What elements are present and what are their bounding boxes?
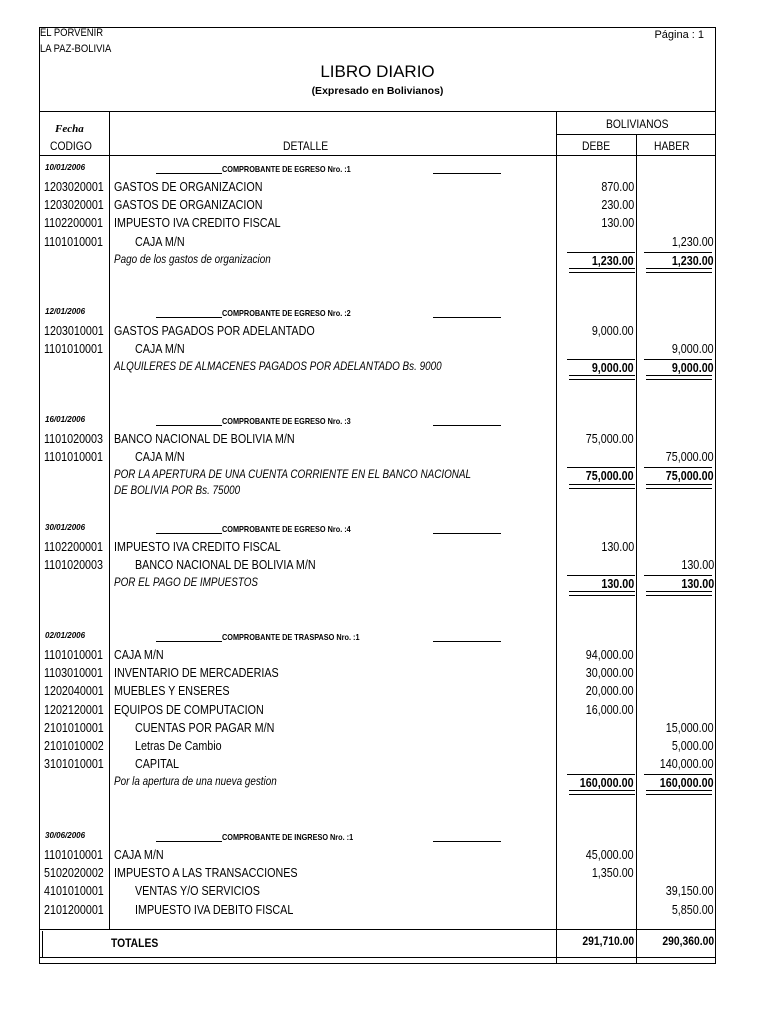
voucher-rule-right [433,841,501,842]
voucher-title: COMPROBANTE DE INGRESO Nro. :1 [222,832,354,842]
account-code: 1202120001 [44,702,104,717]
account-code: 1101020003 [44,558,103,573]
voucher-rule-right [433,317,501,318]
report-subtitle: (Expresado en Bolivianos) [311,85,444,97]
account-name: CAJA M/N [114,848,164,862]
account-code: 1101010001 [44,234,103,249]
subtotal-debe: 1,230.00 [592,253,634,268]
account-code: 4101010001 [44,884,104,899]
subtotal-rule-debe [567,252,635,253]
debe-amount: 130.00 [601,540,634,554]
haber-amount: 75,000.00 [666,450,714,465]
subtotal-debe: 75,000.00 [586,469,634,484]
subtotal-debe: 130.00 [601,577,634,592]
debe-amount: 30,000.00 [586,666,634,681]
totals-debe: 291,710.00 [582,934,634,948]
page-bottom-line [39,963,716,964]
voucher-rule-right [433,173,501,174]
subtotal-double-rule-haber [646,790,712,795]
account-code: 2101010002 [44,739,104,753]
entry-gloss: Pago de los gastos de organizacion [114,253,271,266]
voucher-title: COMPROBANTE DE EGRESO Nro. :4 [222,524,351,534]
subtotal-rule-haber [644,359,712,360]
subtotal-double-rule-haber [646,268,712,273]
account-name: CUENTAS POR PAGAR M/N [135,720,275,735]
haber-amount: 15,000.00 [666,720,714,735]
page-number: Página : 1 [654,29,704,41]
debe-amount: 45,000.00 [586,848,634,862]
totals-left-edge [42,931,43,957]
subtotal-debe: 9,000.00 [592,361,634,376]
subtotal-double-rule-debe [569,375,635,380]
debe-amount: 16,000.00 [586,702,634,717]
entry-gloss: Por la apertura de una nueva gestion [114,776,277,789]
subtotal-haber: 1,230.00 [672,253,714,268]
subtotal-rule-haber [644,575,712,576]
debe-amount: 75,000.00 [586,432,634,446]
totals-bottom-line [39,957,716,958]
subtotal-rule-debe [567,575,635,576]
debe-amount: 94,000.00 [586,648,634,662]
haber-amount: 5,000.00 [672,739,714,753]
account-name: GASTOS DE ORGANIZACION [114,198,263,213]
subtotal-rule-haber [644,774,712,775]
subtotal-rule-debe [567,774,635,775]
debe-amount: 1,350.00 [592,866,634,881]
account-code: 1102200001 [44,540,103,554]
account-code: 1101010001 [44,648,103,662]
frame-top [39,27,716,28]
subtotal-double-rule-debe [569,790,635,795]
voucher-rule-left [156,641,222,642]
account-code: 1203020001 [44,198,104,213]
entry-gloss: ALQUILERES DE ALMACENES PAGADOS POR ADELANTADO Bs. 9000 [114,361,442,374]
subtotal-rule-haber [644,467,712,468]
voucher-rule-right [433,425,501,426]
account-name: CAJA M/N [135,450,185,465]
voucher-title: COMPROBANTE DE EGRESO Nro. :3 [222,416,351,426]
account-name: CAJA M/N [114,648,164,662]
account-code: 2101010001 [44,720,104,735]
account-name: CAPITAL [135,757,180,772]
account-name: CAJA M/N [135,342,185,357]
account-name: BANCO NACIONAL DE BOLIVIA M/N [135,558,316,573]
entry-date: 16/01/2006 [45,415,86,424]
debe-amount: 9,000.00 [592,324,634,338]
account-code: 2101200001 [44,902,104,917]
entry-date: 10/01/2006 [45,163,86,172]
account-code: 1101010001 [44,848,103,862]
divider-codigo [109,111,110,929]
column-header-bottom [39,155,716,156]
haber-amount: 39,150.00 [666,884,714,899]
account-code: 1101020003 [44,432,103,446]
account-name: EQUIPOS DE COMPUTACION [114,702,264,717]
divider-debe [556,111,557,964]
entry-date: 02/01/2006 [45,631,86,640]
haber-amount: 9,000.00 [672,342,714,357]
subtotal-debe: 160,000.00 [580,776,634,791]
subtotal-rule-haber [644,252,712,253]
debe-amount: 230.00 [601,198,634,213]
haber-amount: 5,850.00 [672,902,714,917]
account-name: IMPUESTO A LAS TRANSACCIONES [114,866,298,881]
voucher-title: COMPROBANTE DE EGRESO Nro. :2 [222,308,351,318]
entry-gloss: POR EL PAGO DE IMPUESTOS [114,577,258,590]
company-name: EL PORVENIR [40,27,104,39]
col-codigo: CODIGO [50,139,92,153]
report-title: LIBRO DIARIO [320,62,435,81]
account-name: CAJA M/N [135,234,185,249]
subtotal-double-rule-debe [569,484,635,489]
account-name: BANCO NACIONAL DE BOLIVIA M/N [114,432,295,446]
account-name: IMPUESTO IVA CREDITO FISCAL [114,216,281,231]
debe-amount: 20,000.00 [586,684,634,699]
header-divider [39,111,716,112]
account-code: 3101010001 [44,757,104,772]
col-haber: HABER [654,139,690,153]
account-name: GASTOS DE ORGANIZACION [114,180,263,194]
entry-date: 30/06/2006 [45,831,86,840]
col-detalle: DETALLE [283,139,329,153]
voucher-rule-left [156,173,222,174]
voucher-rule-right [433,641,501,642]
account-name: INVENTARIO DE MERCADERIAS [114,666,279,681]
subtotal-double-rule-debe [569,591,635,596]
haber-amount: 140,000.00 [660,757,714,772]
subtotal-haber: 130.00 [681,577,714,592]
account-name: VENTAS Y/O SERVICIOS [135,884,260,899]
voucher-rule-left [156,425,222,426]
voucher-rule-left [156,317,222,318]
account-code: 1101010001 [44,342,103,357]
voucher-title: COMPROBANTE DE EGRESO Nro. :1 [222,164,351,174]
account-code: 1101010001 [44,450,103,465]
entry-gloss-line2: DE BOLIVIA POR Bs. 75000 [114,485,241,498]
subtotal-double-rule-debe [569,268,635,273]
account-code: 1103010001 [44,666,103,681]
subtotal-haber: 75,000.00 [666,469,714,484]
totals-top-line [39,929,716,930]
entry-date: 30/01/2006 [45,523,86,532]
totals-haber: 290,360.00 [662,934,714,948]
subtotal-haber: 160,000.00 [660,776,714,791]
debe-amount: 870.00 [601,180,634,194]
account-code: 5102020002 [44,866,104,881]
subtotal-double-rule-haber [646,591,712,596]
account-name: Letras De Cambio [135,739,222,753]
debe-amount: 130.00 [601,216,634,231]
subtotal-double-rule-haber [646,484,712,489]
haber-amount: 1,230.00 [672,234,714,249]
account-name: GASTOS PAGADOS POR ADELANTADO [114,324,315,338]
subtotal-rule-debe [567,359,635,360]
account-name: MUEBLES Y ENSERES [114,684,230,699]
voucher-rule-left [156,841,222,842]
subtotal-rule-debe [567,467,635,468]
subtotal-double-rule-haber [646,375,712,380]
entry-date: 12/01/2006 [45,307,86,316]
voucher-title: COMPROBANTE DE TRASPASO Nro. :1 [222,632,360,642]
entry-gloss: POR LA APERTURA DE UNA CUENTA CORRIENTE EN EL BANCO NACIONAL [114,469,472,482]
company-location: LA PAZ-BOLIVIA [40,43,112,55]
frame-right [715,27,716,964]
col-fecha: Fecha [55,123,84,135]
col-bolivianos: BOLIVIANOS [606,117,669,131]
frame-left [39,27,40,964]
account-code: 1203020001 [44,180,104,194]
account-code: 1203010001 [44,324,104,338]
account-name: IMPUESTO IVA CREDITO FISCAL [114,540,281,554]
voucher-rule-right [433,533,501,534]
account-name: IMPUESTO IVA DEBITO FISCAL [135,902,294,917]
divider-haber [636,134,637,964]
subtotal-haber: 9,000.00 [672,361,714,376]
account-code: 1202040001 [44,684,104,699]
totals-label: TOTALES [111,936,159,950]
account-code: 1102200001 [44,216,103,231]
col-debe: DEBE [582,139,611,153]
voucher-rule-left [156,533,222,534]
haber-amount: 130.00 [681,558,714,573]
